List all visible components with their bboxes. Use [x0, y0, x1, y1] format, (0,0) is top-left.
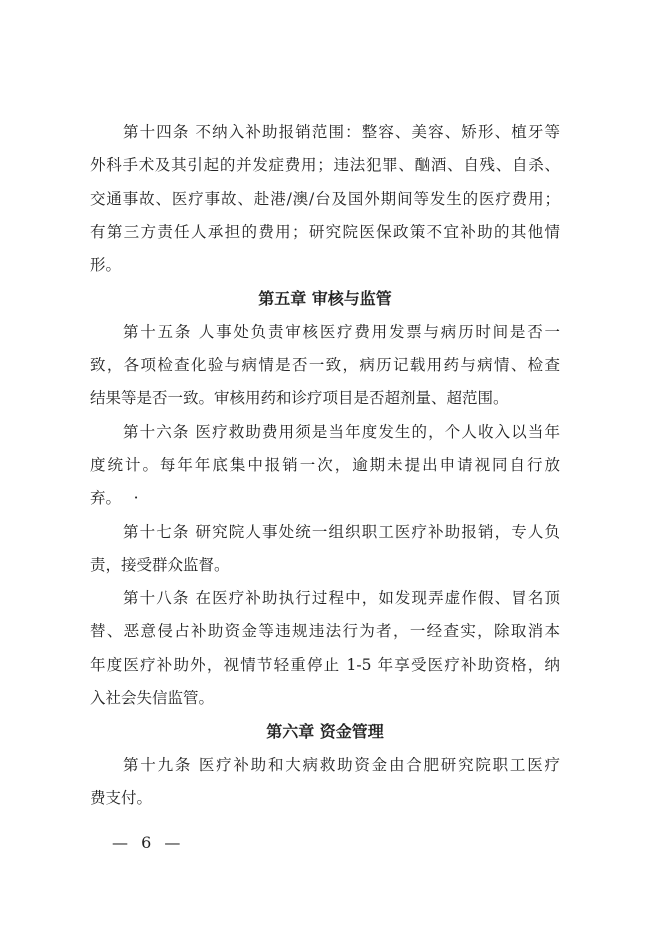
text-line: 结果等是否一致。审核用药和诊疗项目是否超剂量、超范围。 [90, 389, 509, 408]
article-paragraph [90, 416, 560, 516]
text-line: 有第三方责任人承担的费用；研究院医保政策不宜补助的其他情 [90, 222, 560, 241]
text-line: 第十七条 研究院人事处统一组织职工医疗补助报销，专人负 [123, 522, 560, 541]
text-line: 度统计。每年年底集中报销一次，逾期未提出申请视同自行放 [90, 455, 560, 474]
text-line: 入社会失信监管。 [90, 689, 215, 708]
text-line: 费支付。 [90, 788, 153, 807]
text-line: 第十八条 在医疗补助执行过程中，如发现弄虚作假、冒名顶 [123, 589, 560, 608]
article-paragraph [90, 316, 560, 416]
text-line: 第十五条 人事处负责审核医疗费用发票与病历时间是否一 [123, 322, 560, 341]
text-line: 第十六条 医疗救助费用须是当年度发生的，个人收入以当年 [123, 422, 560, 441]
text-line: 年度医疗补助外，视情节轻重停止 1-5 年享受医疗补助资格，纳 [90, 655, 560, 674]
article-paragraph [90, 516, 560, 583]
text-line: 交通事故、医疗事故、赴港/澳/台及国外期间等发生的医疗费用； [90, 189, 560, 208]
text-line: 外科手术及其引起的并发症费用；违法犯罪、酗酒、自残、自杀、 [90, 156, 560, 175]
article-paragraph [90, 582, 560, 715]
chapter-heading: 第五章 审核与监管 [258, 289, 392, 309]
text-line: 第十四条 不纳入补助报销范围：整容、美容、矫形、植牙等 [123, 123, 560, 141]
text-line: 致，各项检查化验与病情是否一致，病历记载用药与病情、检查 [90, 356, 560, 375]
text-line: 替、恶意侵占补助资金等违规违法行为者，一经查实，除取消本 [90, 622, 560, 641]
page-number: — 6 — [112, 833, 185, 852]
chapter-heading: 第六章 资金管理 [266, 722, 384, 742]
text-line: 责，接受群众监督。 [90, 555, 230, 574]
article-paragraph [90, 749, 560, 816]
text-line: 第十九条 医疗补助和大病救助资金由合肥研究院职工医疗 [123, 755, 560, 774]
document-body [90, 116, 560, 815]
article-paragraph [90, 116, 560, 282]
text-line: 形。 [90, 256, 122, 275]
text-line: 弃。 · [90, 489, 139, 508]
